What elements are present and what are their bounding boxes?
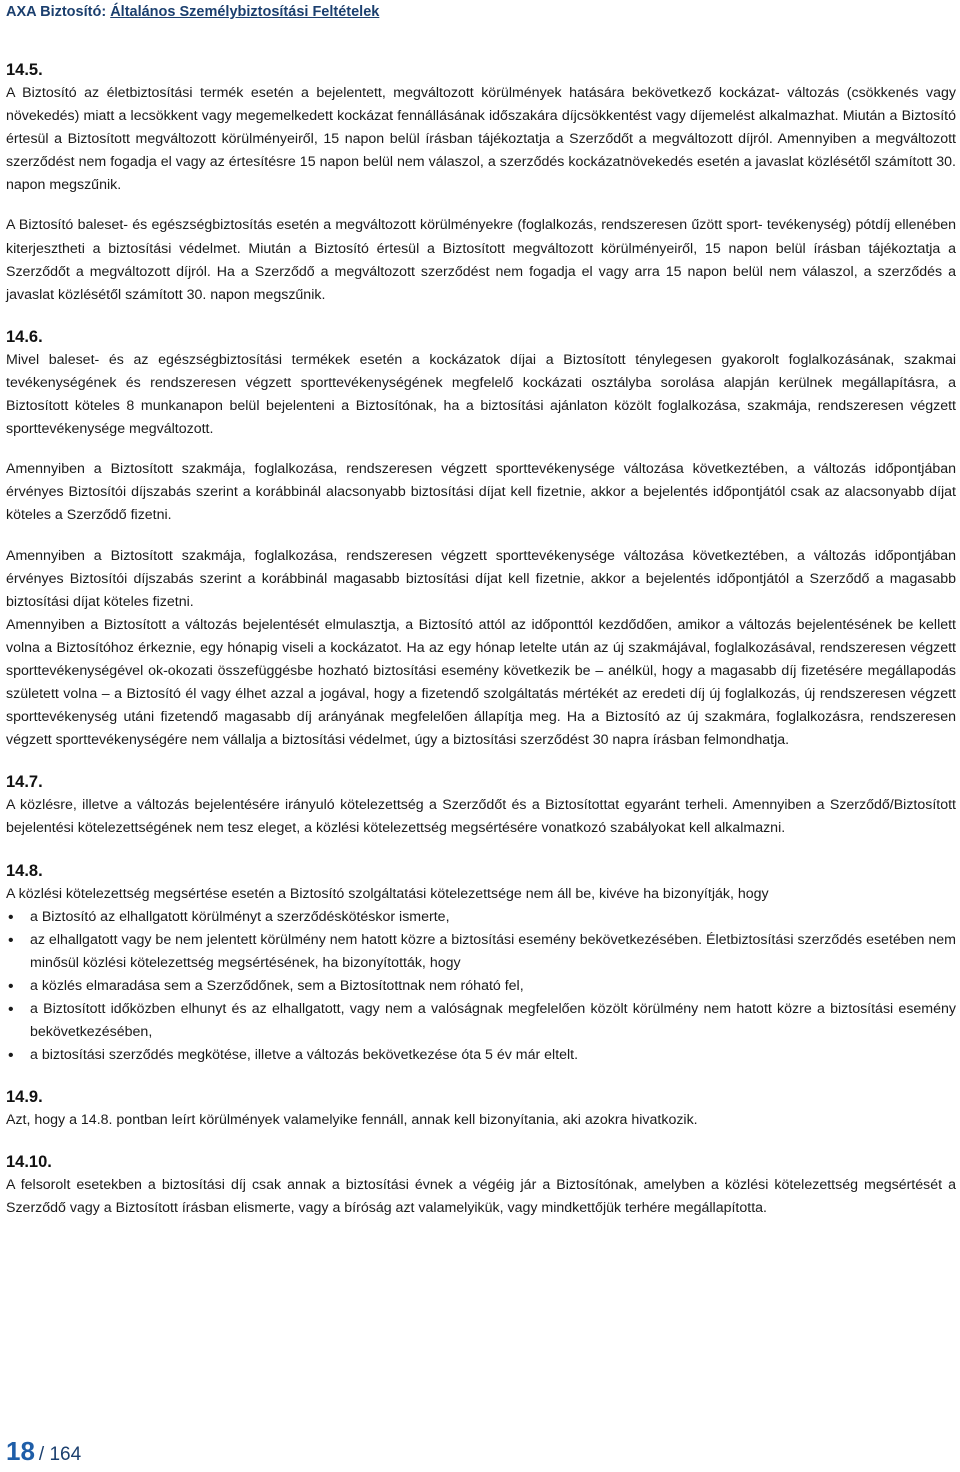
page-separator: / <box>38 1444 50 1465</box>
section-heading-14-7: 14.7. <box>6 773 43 792</box>
paragraph: Amennyiben a Biztosított a változás bejelentését elmulasztja, a Biztosító attól az időponttól kezdődően, amikor a változás bejelentésének be kellett volna a Biztosítóhoz érkeznie, egy hónapig viseli a kockázatot. Ha az egy hónap letelte után az új szakmájával, foglalkozásával, rendszeresen végzett sporttevékenységével ok-okozati összefüggésbe hozható biztosítási esemény következik be – anélkül, hogy a magasabb díj fizetésére megállapodás született volna – a Biztosító él vagy élhet azzal a jogával, hogy a fizetendő szolgáltatás mértékét az eredeti díj új foglalkozás, új rendszeresen végzett sporttevékenység utáni fizetendő magasabb díj arányának megfelelően állapítja meg. Ha a Biztosító az új szakmára, foglalkozásra, rendszeresen végzett sporttevékenységére nem vállalja a biztosítási védelmet, úgy a biztosítási szerződést 30 napra írásban felmondhatja. <box>6 616 956 749</box>
paragraph: Amennyiben a Biztosított szakmája, foglalkozása, rendszeresen végzett sporttevékenysége változása következtében, a változás időpontjában érvényes Biztosítói díjszabás szerint a korábbinál alacsonyabb biztosítási díjat kell fizetnie, akkor a bejelentés időpontjától csak az alacsonyabb díjat köteles a Szerződő fizetni. <box>6 461 956 524</box>
header-title: Általános Személybiztosítási Feltételek <box>110 4 380 20</box>
paragraph: Azt, hogy a 14.8. pontban leírt körülmények valamelyike fennáll, annak kell bizonyítania, aki azokra hivatkozik. <box>6 1112 698 1129</box>
paragraph: Mivel baleset- és az egészségbiztosítási termékek esetén a kockázatok díjai a Biztosított ténylegesen gyakorolt foglalkozásának, szakmai tevékenységének és rendszeresen végzett sporttevékenységének megfelelő kockázati osztályba sorolása alapján kerülnek megállapításra, a Biztosított köteles 8 munkanapon belül bejelenteni a Biztosítónak, ha a biztosítási ajánlaton közölt foglalkozása, szakmája, rendszeresen végzett sporttevékenysége megváltozott. <box>6 351 956 438</box>
paragraph: A közlési kötelezettség megsértése esetén a Biztosító szolgáltatási kötelezettsége nem áll be, kivéve ha bizonyítják, hogy <box>6 885 769 902</box>
section-heading-14-5: 14.5. <box>6 61 43 79</box>
paragraph: A felsorolt esetekben a biztosítási díj csak annak a biztosítási évnek a végéig jár a Biztosítónak, amelyben a közlési kötelezettség megsértését a Szerződő vagy a Biztosított írásban elismerte, vagy a bíróság azt valamelyikük, vagy mindkettőjük terhére megállapította. <box>6 1177 956 1217</box>
section-heading-14-10: 14.10. <box>6 1153 52 1172</box>
document-header <box>6 4 379 20</box>
document-body <box>6 58 956 1221</box>
list-item: • a közlés elmaradása sem a Szerződőnek, sem a Biztosítottnak nem róható fel, <box>6 975 956 998</box>
list-item: • a Biztosított időközben elhunyt és az elhallgatott, vagy nem a valóságnak megfelelően közölt körülmény nem hatott közre a biztosítási esemény bekövetkezésében, <box>6 998 956 1044</box>
section-heading-14-9: 14.9. <box>6 1088 43 1107</box>
list-item: • az elhallgatott vagy be nem jelentett körülmény nem hatott közre a biztosítási esemény bekövetkezésében. Életbiztosítási szerződés esetében nem minősül közlési kötelezettség megsértésének, ha bizonyították, hogy <box>6 929 956 975</box>
list-item: • a biztosítási szerződés megkötése, illetve a változás bekövetkezése óta 5 év már eltelt. <box>6 1044 956 1067</box>
paragraph: Amennyiben a Biztosított szakmája, foglalkozása, rendszeresen végzett sporttevékenysége változása következtében, a változás időpontjában érvényes Biztosítói díjszabás szerint a korábbinál magasabb biztosítási díjat kell fizetnie, akkor a bejelentés időpontjától a Szerződő a magasabb biztosítási díjat köteles fizetni. <box>6 547 956 610</box>
paragraph: A közlésre, illetve a változás bejelentésére irányuló kötelezettség a Szerződőt és a Biztosítottat egyaránt terheli. Amennyiben a Szerződő/Biztosított bejelentési kötelezettségének nem tesz eleget, a közlési kötelezettség megsértésére vonatkozó szabályokat kell alkalmazni. <box>6 797 956 837</box>
current-page: 18 <box>6 1436 35 1466</box>
section-heading-14-8: 14.8. <box>6 861 43 880</box>
page-number <box>6 1436 81 1467</box>
list-item: • a Biztosító az elhallgatott körülményt a szerződéskötéskor ismerte, <box>6 906 956 929</box>
paragraph: A Biztosító az életbiztosítási termék esetén a bejelentett, megváltozott körülmények hatására bekövetkező kockázat- változás (csökkenés vagy növekedés) miatt a lecsökkent vagy megemelkedett kockázat fennállásának időszakára díjcsökkentést vagy díjemelést alkalmazhat. Miután a Biztosító értesül a Biztosított megváltozott körülményeiről, 15 napon belül írásban tájékoztatja a Szerződőt a megváltozott díjról. Amennyiben a megváltozott szerződést nem fogadja el vagy az értesítésre 15 napon belül nem válaszol, a szerződés kockázatnövekedés esetén a javaslat közlésétől számított 30. napon megszűnik. <box>6 85 956 194</box>
header-prefix: AXA Biztosító: <box>6 4 111 20</box>
paragraph: A Biztosító baleset- és egészségbiztosítás esetén a megváltozott körülményekre (foglalkozás, rendszeresen űzött sport- tevékenység) pótdíj ellenében kiterjesztheti a biztosítási védelmet. Miután a Biztosító értesül a Biztosított megváltozott körülményeiről, 15 napon belül írásban tájékoztatja a Szerződőt a megváltozott díjról. Ha a Szerződő a megváltozott szerződést nem fogadja el vagy arra 15 napon belül nem válaszol, a szerződés a javaslat közlésétől számított 30. napon megszűnik. <box>6 217 956 303</box>
section-heading-14-6: 14.6. <box>6 327 43 346</box>
total-pages: 164 <box>49 1444 82 1465</box>
condition-list <box>6 906 956 1068</box>
